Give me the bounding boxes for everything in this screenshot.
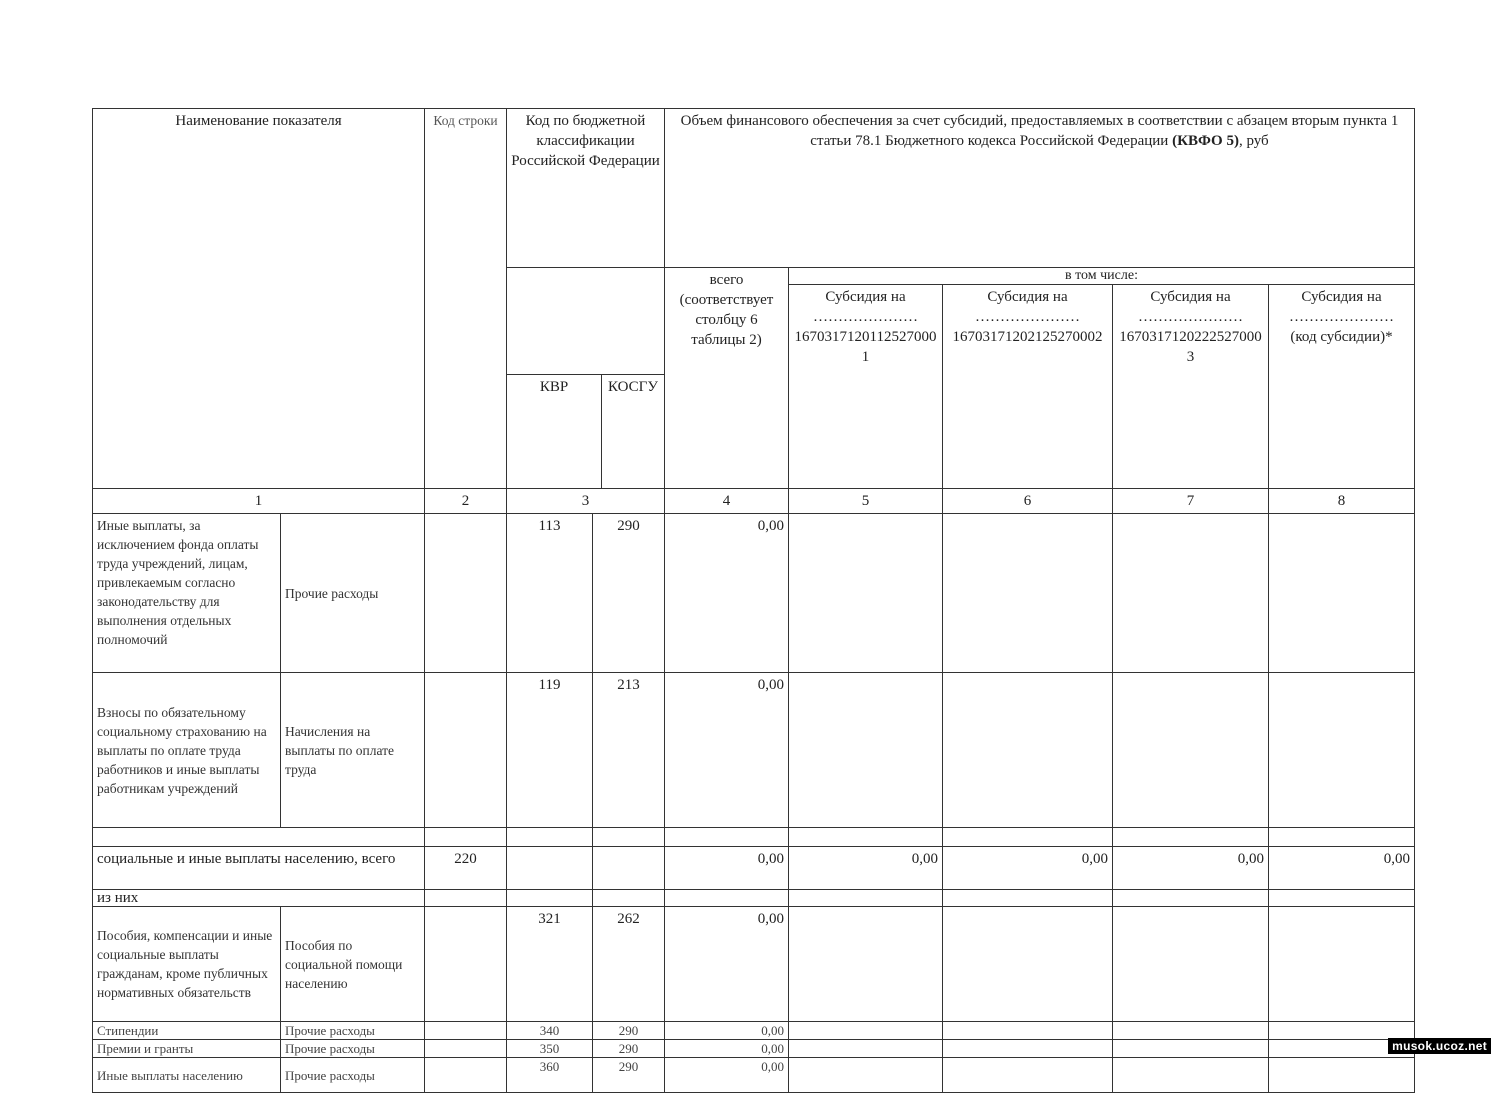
row-total: 0,00: [665, 514, 789, 673]
row-sub-indicator: Прочие расходы: [281, 1022, 425, 1040]
row-kvr: 119: [507, 673, 593, 828]
header-including: в том числе:: [789, 268, 1415, 285]
column-numbers-row: [93, 489, 1415, 514]
row-kosgu: 262: [593, 907, 665, 1022]
col-number-6: 6: [943, 489, 1113, 514]
row-line-code: [425, 514, 507, 673]
row-subsidy-2: 0,00: [943, 847, 1113, 890]
row-indicator-name: Иные выплаты населению: [93, 1058, 281, 1093]
table-row: [93, 514, 1415, 673]
row-kosgu: 290: [593, 1022, 665, 1040]
col-number-7: 7: [1113, 489, 1269, 514]
header-kosgu: КОСГУ: [602, 375, 665, 489]
row-indicator-name: Пособия, компенсации и иные социальные выплаты гражданам, кроме публичных нормативных обязательств: [93, 907, 281, 1022]
row-sub-indicator: Прочие расходы: [281, 1040, 425, 1058]
site-watermark: musok.ucoz.net: [1388, 1038, 1491, 1054]
row-sub-indicator: Прочие расходы: [281, 1058, 425, 1093]
row-subsidy-3: 0,00: [1113, 847, 1269, 890]
row-total: 0,00: [665, 1022, 789, 1040]
row-sub-indicator: Начисления на выплаты по оплате труда: [281, 673, 425, 828]
row-kvr: 113: [507, 514, 593, 673]
row-indicator-name: Взносы по обязательному социальному страхованию на выплаты по оплате труда работников и иные выплаты работникам учреждений: [93, 673, 281, 828]
row-total: 0,00: [665, 907, 789, 1022]
row-sub-indicator: Прочие расходы: [281, 514, 425, 673]
row-total: 0,00: [665, 847, 789, 890]
row-indicator-name: социальные и иные выплаты населению, всего: [93, 847, 425, 890]
col-number-2: 2: [425, 489, 507, 514]
header-subsidy-3: Субсидия на ………………… 16703171202225270003: [1113, 285, 1269, 489]
row-sub-indicator: Пособия по социальной помощи населению: [281, 907, 425, 1022]
row-line-code: [425, 1058, 507, 1093]
header-row-top: [93, 109, 1415, 268]
row-kosgu: 290: [593, 1040, 665, 1058]
row-line-code: 220: [425, 847, 507, 890]
row-total: 0,00: [665, 673, 789, 828]
table-row: [93, 1058, 1415, 1093]
col-number-3: 3: [507, 489, 665, 514]
header-budget-classification: Код по бюджетной классификации Российской Федерации: [507, 109, 665, 268]
row-kvr: 360: [507, 1058, 593, 1093]
row-kosgu: 213: [593, 673, 665, 828]
table-row: [93, 673, 1415, 828]
header-indicator-name: Наименование показателя: [93, 109, 425, 489]
row-kvr: 321: [507, 907, 593, 1022]
row-kosgu: 290: [593, 1058, 665, 1093]
table-row-total-220: [93, 847, 1415, 890]
row-line-code: [425, 1040, 507, 1058]
table-row: [93, 907, 1415, 1022]
row-indicator-name: из них: [93, 890, 425, 907]
header-line-code: Код строки: [425, 109, 507, 489]
subsidy-volume-table: [92, 108, 1415, 1093]
row-line-code: [425, 907, 507, 1022]
col-number-4: 4: [665, 489, 789, 514]
spacer-row: [93, 828, 1415, 847]
row-total: 0,00: [665, 1058, 789, 1093]
row-indicator-name: Иные выплаты, за исключением фонда оплаты труда учреждений, лицам, привлекаемым согласно законодательству для выполнения отдельных полномочий: [93, 514, 281, 673]
table-row: [93, 1022, 1415, 1040]
row-kosgu: 290: [593, 514, 665, 673]
col-number-5: 5: [789, 489, 943, 514]
header-kvr: КВР: [507, 375, 602, 489]
row-kvr: 350: [507, 1040, 593, 1058]
header-total: всего (соответствует столбцу 6 таблицы 2): [665, 268, 789, 489]
row-line-code: [425, 1022, 507, 1040]
budget-form-sheet: [92, 108, 1414, 1093]
row-line-code: [425, 673, 507, 828]
header-financing-volume: Объем финансового обеспечения за счет субсидий, предоставляемых в соответствии с абзацем вторым пункта 1 статьи 78.1 Бюджетного кодекса Российской Федерации (КВФО 5), руб: [665, 109, 1415, 268]
header-subsidy-2: Субсидия на ………………… 16703171202125270002: [943, 285, 1113, 489]
table-row: [93, 1040, 1415, 1058]
row-subsidy-1: 0,00: [789, 847, 943, 890]
header-subsidy-4: Субсидия на ………………… (код субсидии)*: [1269, 285, 1415, 489]
row-indicator-name: Стипендии: [93, 1022, 281, 1040]
table-row-of-them: [93, 890, 1415, 907]
row-indicator-name: Премии и гранты: [93, 1040, 281, 1058]
col-number-8: 8: [1269, 489, 1415, 514]
row-subsidy-4: 0,00: [1269, 847, 1415, 890]
row-total: 0,00: [665, 1040, 789, 1058]
header-subsidy-1: Субсидия на ………………… 16703171201125270001: [789, 285, 943, 489]
row-kvr: 340: [507, 1022, 593, 1040]
col-number-1: 1: [93, 489, 425, 514]
